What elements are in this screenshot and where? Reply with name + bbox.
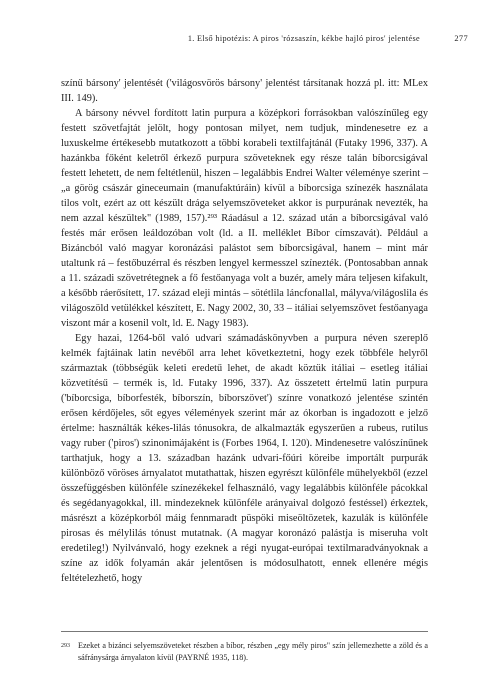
- running-header: [0, 34, 428, 43]
- footnote-text: Ezeket a bizánci selyemszöveteket részben a bíbor, részben „egy mély piros" szín jellemezhette a zöld és a sáfránysárga árnyalaton kívül (PAYRNÉ 1935, 118).: [78, 641, 428, 662]
- running-header-title: 1. Első hipotézis: A piros 'rózsaszín, kékbe hajló piros' jelentése: [187, 34, 420, 43]
- paragraph-2: A bársony névvel fordított latin purpura a középkori forrásokban valószínűleg egy festett szövetfajtát jelölt, hogy pontosan milyet, nem tudjuk, mindenesetre ez a luxuskelme értékesebb mutatkozott a többi korabeli textilfajtánál (Futaky 1996, 337). A hazánkba főként keletről érkező purpura szöveteknek egy része talán bíborcsigával festett lehetett, de nem feltétlenül, hiszen – legalábbis Endrei Walter véleménye szerint – „a görög császár gineceumain (manufaktúráin) kívül a bíborcsiga színezék használata tilos volt, ezért az ott készült drága selyemszöveteket akkor is purpurának nevezték, ha nem azzal készültek" (1989, 157).²⁹³ Ráadásul a 12. század után a bíborcsigával való festés már erősen leáldozóban volt (ld. a II. melléklet Bíbor címszavát). Például a Bizáncból való magyar koronázási palástot sem bíborcsigával, hanem – mint már utaltunk rá – festőbuzérral és részben lengyel kermesszel színezték. (Pontosabban annak a 11. századi szövetrétegnek a fő festőanyaga volt a buzér, amely mára teljesen kifakult, a később ráerősített, 17. század eleji mintás – sötétlila láncfonallal, mályva/világoslila és világoszöld vetülékkel készített, E. Nagy 2002, 30, 33 – itáliai selyemszövet festőanyaga viszont már a kosenil volt, ld. E. Nagy 1983).: [61, 108, 428, 329]
- paragraph-3: Egy hazai, 1264-ből való udvari számadáskönyvben a purpura néven szereplő kelmék fajtáinak latin nevéből arra lehet következtetni, hogy ezek többféle helyről származtak (többségük keleti eredetű lehet, de akadt köztük itáliai – esetleg itáliai közvetítésű – termék is, ld. Futaky 1996, 337). Az összetett értelmű latin purpura ('bíborcsiga, bíborfesték, bíborszín, bíborszövet') színre vonatkozó jelentése szintén erősen kérdőjeles, sőt egyes vélemények szerint már az ókorban is ingadozott e jelző értelme: használták kékes-lilás tónusokra, de alkalmazták egyszerűen a rubeus, rutilus vagy ruber ('piros') szinonimájaként is (Forbes 1964, I. 120). Mindenesetre valószínűnek tarthatjuk, hogy a 13. században hazánk udvari-főúri köreibe importált purpurák különböző vöröses árnyalatot mutathattak, hiszen egyrészt különféle műhelyekből (ezzel összefüggésben különféle színezékekel felhasználó, vagy legalábbis különféle pácokkal és segédanyagokkal, ill. mindezeknek különféle arányaival dolgozó festéssel) érkeztek, másrészt a középkorból máig fennmaradt püspöki miseöltözetek, kazulák is különféle pirosas és mélylilás tónust mutatnak. (A magyar koronázó palástja is miseruha volt eredetileg!) Nyilvánvaló, hogy ezeknek a régi nyugat-európai textilmaradványoknak a színe az idők folyamán akár jelentősen is módosulhatott, ennek ellenére mégis feltételezhető, hogy: [61, 333, 428, 584]
- footnote-number: 293: [61, 643, 70, 649]
- footnote: [61, 640, 428, 664]
- page-number: 277: [454, 34, 468, 43]
- main-text: [61, 76, 428, 586]
- paragraph-1: színű bársony' jelentését ('világosvörös bársony' jelentést társítanak hozzá pl. itt: MLex III. 149).: [61, 78, 428, 104]
- footnote-divider: [61, 631, 428, 632]
